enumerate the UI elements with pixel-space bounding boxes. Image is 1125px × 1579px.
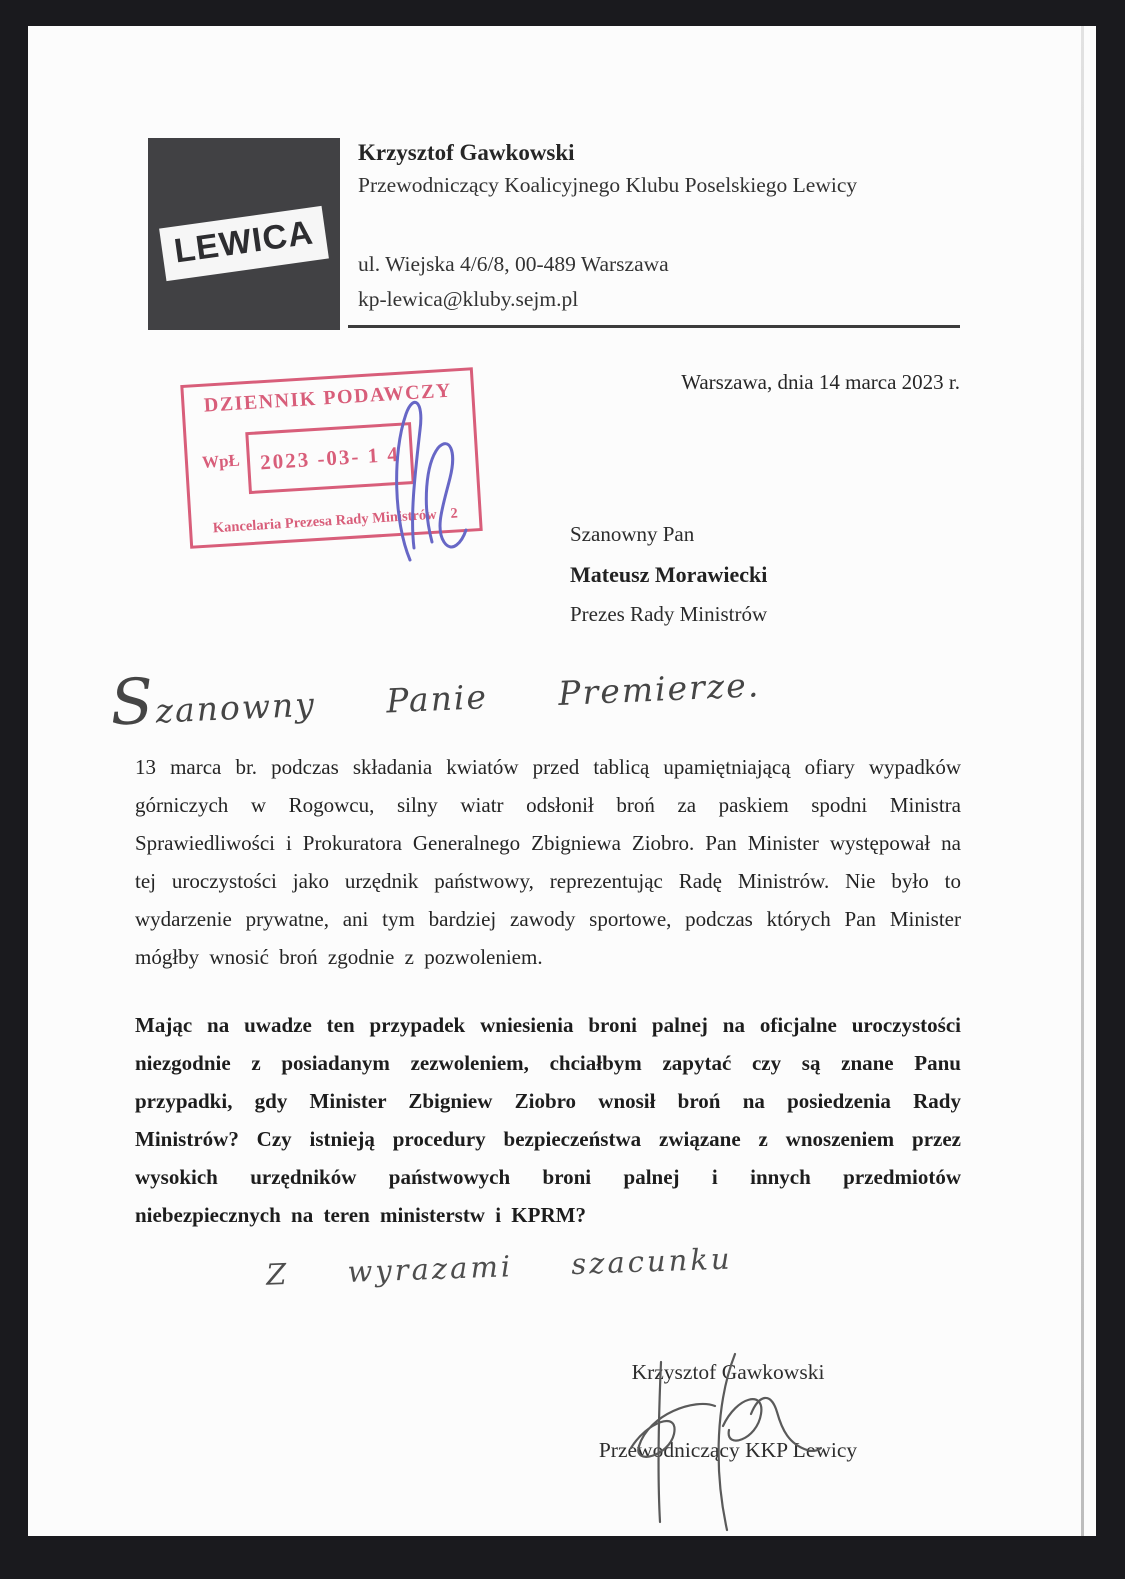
- letter-page: [28, 26, 1096, 1536]
- recipient-salutation: Szanowny Pan: [570, 522, 695, 546]
- page-edge-shadow: [1081, 26, 1084, 1536]
- recipient-title: Prezes Rady Ministrów: [570, 602, 768, 626]
- sender-email: kp-lewica@kluby.sejm.pl: [358, 287, 579, 311]
- recipient-name: Mateusz Morawiecki: [570, 562, 768, 587]
- logo-band: [159, 205, 329, 280]
- stamp-initials-scribble: [358, 392, 468, 568]
- signature-scribble: [603, 1348, 823, 1534]
- sender-role: Przewodniczący Koalicyjnego Klubu Poselskiego Lewicy: [358, 173, 858, 197]
- stamp-wpl-label: WpŁ: [201, 450, 241, 472]
- sender-name: Krzysztof Gawkowski: [358, 140, 575, 165]
- header-divider: [348, 325, 960, 328]
- stamp-office: Kancelaria Prezesa Rady Ministrów: [212, 506, 438, 537]
- handwritten-greeting: Szanowny Panie Premierze.: [108, 664, 761, 740]
- signature-role: Przewodniczący KKP Lewicy: [598, 1438, 858, 1462]
- stamp-date: 2023 -03- 1 4: [259, 441, 401, 474]
- logo-text: LEWICA: [171, 212, 316, 271]
- lewica-logo: [148, 138, 340, 330]
- stamp-title: DZIENNIK PODAWCZY: [203, 379, 453, 417]
- recipient-block: [570, 522, 767, 627]
- sender-address: ul. Wiejska 4/6/8, 00-489 Warszawa: [358, 252, 669, 276]
- body-paragraph-2: Mając na uwadze ten przypadek wniesienia broni palnej na oficjalne uroczystości niezgodnie z posiadanym zezwoleniem, chciałbym zapytać czy są znane Panu przypadki, gdy Minister Zbigniew Ziobro wnosił broń na posiedzenia Rady Ministrów? Czy istnieją procedury bezpieczeństwa związane z wnoszeniem przez wysokich urzędników państwowych broni palnej i innych przedmiotów niebezpiecznych na teren ministerstw i KPRM?: [135, 1013, 961, 1227]
- body-paragraph-1: 13 marca br. podczas składania kwiatów przed tablicą upamiętniającą ofiary wypadków górniczych w Rogowcu, silny wiatr odsłonił broń za paskiem spodni Ministra Sprawiedliwości i Prokuratora Generalnego Zbigniewa Ziobro. Pan Minister występował na tej uroczystości jako urzędnik państwowy, reprezentując Radę Ministrów. Nie było to wydarzenie prywatne, ani tym bardziej zawody sportowe, podczas których Pan Minister mógłby wnosić broń zgodnie z pozwoleniem.: [135, 755, 961, 969]
- date-line: Warszawa, dnia 14 marca 2023 r.: [681, 370, 960, 394]
- handwritten-closing: Z wyrazami szacunku: [265, 1241, 734, 1292]
- signature-name: Krzysztof Gawkowski: [631, 1360, 825, 1384]
- stamp-copy-number: 2: [450, 505, 459, 522]
